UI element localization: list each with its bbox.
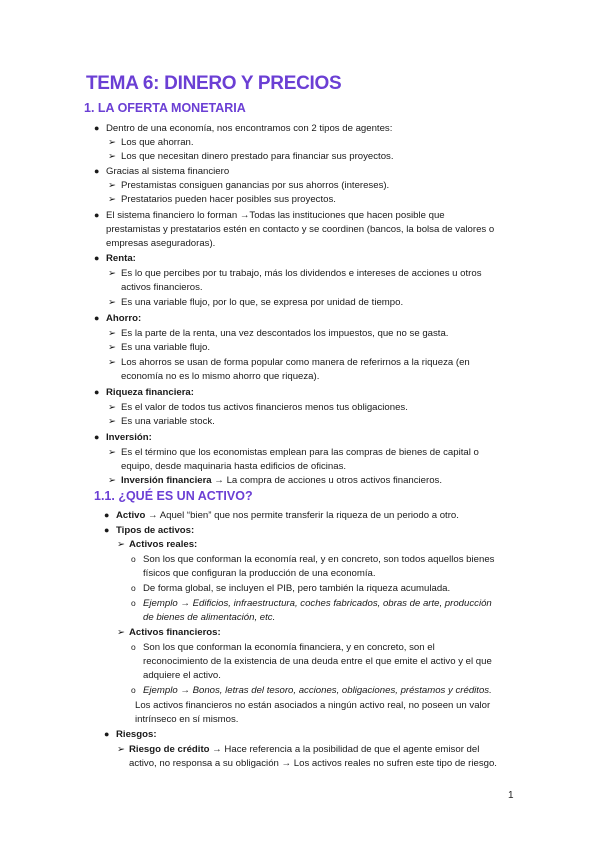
text-line: Los que ahorran. [121, 137, 194, 148]
text-line: De forma global, se incluyen el PIB, pero también la riqueza acumulada. [143, 583, 451, 594]
text-line: Es lo que percibes por tu trabajo, más los dividendos e intereses de acciones u otros [121, 268, 482, 279]
circle-bullet-icon: o [131, 598, 136, 608]
text-line: equipo, desde maquinaria hasta edificios de oficinas. [121, 461, 347, 472]
arrow-bullet-icon: ➢ [108, 447, 116, 458]
circle-bullet-icon: o [131, 642, 136, 652]
text-line: Ejemplo → Edificios, infraestructura, coches fabricados, obras de arte, producción [143, 598, 492, 609]
circle-bullet-icon: o [131, 554, 136, 564]
term-heading: Activos reales: [129, 539, 198, 550]
text-line: Es el término que los economistas emplean para las compras de bienes de capital o [121, 447, 479, 458]
text-line: Son los que conforman la economía real, y en concreto, son todos aquellos bienes [143, 554, 495, 565]
term-heading: Inversión: [106, 432, 152, 443]
bullet-icon: ● [94, 210, 100, 220]
arrow-bullet-icon: ➢ [108, 357, 116, 368]
text-line: intrínseco en sí mismos. [135, 714, 239, 725]
term-text: → Hace referencia a la posibilidad de que el agente emisor del [209, 744, 480, 755]
text-line: Prestatarios pueden hacer posibles sus proyectos. [121, 194, 336, 205]
text-line: economía no es lo mismo ahorro que riqueza). [121, 371, 320, 382]
circle-bullet-icon: o [131, 685, 136, 695]
term-bold: Riesgo de crédito [129, 744, 210, 755]
arrow-bullet-icon: ➢ [108, 328, 116, 339]
arrow-bullet-icon: ➢ [108, 137, 116, 148]
bullet-icon: ● [104, 525, 110, 535]
text-line: El sistema financiero lo forman →Todas las instituciones que hacen posible que [106, 210, 445, 221]
arrow-bullet-icon: ➢ [108, 194, 116, 205]
bullet-icon: ● [104, 729, 110, 739]
text-line: Los ahorros se usan de forma popular como manera de referirnos a la riqueza (en [121, 357, 470, 368]
text-line: Prestamistas consiguen ganancias por sus ahorros (intereses). [121, 180, 390, 191]
bullet-icon: ● [94, 313, 100, 323]
text-line: activo, no responsa a su obligación → Los activos reales no sufren este tipo de riesgo. [129, 758, 497, 769]
text-line: físicos que configuran la producción de una economía. [143, 568, 376, 579]
arrow-bullet-icon: ➢ [108, 151, 116, 162]
text-line: Es una variable flujo, por lo que, se expresa por unidad de tiempo. [121, 297, 404, 308]
section-heading: 1. LA OFERTA MONETARIA [84, 101, 246, 115]
text-line: Es la parte de la renta, una vez descontados los impuestos, que no se gasta. [121, 328, 449, 339]
arrow-bullet-icon: ➢ [108, 268, 116, 279]
bullet-icon: ● [94, 123, 100, 133]
text-line: Ejemplo → Bonos, letras del tesoro, acciones, obligaciones, préstamos y créditos. [143, 685, 492, 696]
arrow-bullet-icon: ➢ [108, 402, 116, 413]
arrow-bullet-icon: ➢ [108, 297, 116, 308]
arrow-bullet-icon: ➢ [117, 539, 125, 550]
text-line: prestamistas y prestatarios estén en contacto y se coordinen (bancos, la bolsa de valores o [106, 224, 495, 235]
bullet-icon: ● [94, 432, 100, 442]
term-heading: Riesgos: [116, 729, 157, 740]
term-heading: Activos financieros: [129, 627, 221, 638]
text-line: Son los que conforman la economía financiera, y en concreto, son el [143, 642, 435, 653]
term-bold: Inversión financiera [121, 475, 212, 486]
arrow-bullet-icon: ➢ [108, 180, 116, 191]
text-line: Los que necesitan dinero prestado para financiar sus proyectos. [121, 151, 394, 162]
arrow-bullet-icon: ➢ [108, 342, 116, 353]
text-line: Es el valor de todos tus activos financieros menos tus obligaciones. [121, 402, 408, 413]
circle-bullet-icon: o [131, 583, 136, 593]
text-line [116, 509, 459, 522]
term-heading: Riqueza financiera: [106, 387, 194, 398]
text-line: Los activos financieros no están asociados a ningún activo real, no poseen un valor [135, 700, 491, 711]
text-line: Es una variable stock. [121, 416, 215, 427]
term-bold: Activo [116, 510, 146, 521]
bullet-icon: ● [104, 510, 110, 520]
page-title: TEMA 6: DINERO Y PRECIOS [86, 73, 342, 94]
bullet-icon: ● [94, 166, 100, 176]
term-text: → La compra de acciones u otros activos financieros. [211, 475, 443, 486]
term-text: → Aquel “bien” que nos permite transferir la riqueza de un periodo a otro. [145, 510, 459, 521]
arrow-bullet-icon: ➢ [108, 475, 116, 486]
text-line: Gracias al sistema financiero [106, 166, 230, 177]
text-line [129, 743, 479, 756]
text-line: empresas aseguradoras). [106, 238, 216, 249]
text-line: de bienes de alimentación, etc. [143, 612, 276, 623]
page-number: 1 [508, 790, 514, 801]
text-line: activos financieros. [121, 282, 203, 293]
bullet-icon: ● [94, 253, 100, 263]
arrow-bullet-icon: ➢ [117, 627, 125, 638]
text-line: Es una variable flujo. [121, 342, 211, 353]
bullet-icon: ● [94, 387, 100, 397]
text-line: adquiere el activo. [143, 670, 221, 681]
arrow-bullet-icon: ➢ [117, 744, 125, 755]
term-heading: Renta: [106, 253, 136, 264]
term-heading: Ahorro: [106, 313, 142, 324]
term-heading: Tipos de activos: [116, 525, 195, 536]
text-line: Dentro de una economía, nos encontramos con 2 tipos de agentes: [106, 123, 393, 134]
subsection-heading: 1.1. ¿QUÉ ES UN ACTIVO? [94, 489, 253, 503]
arrow-bullet-icon: ➢ [108, 416, 116, 427]
text-line [121, 474, 442, 487]
text-line: reconocimiento de la existencia de una deuda entre el que emite el activo y el que [143, 656, 492, 667]
